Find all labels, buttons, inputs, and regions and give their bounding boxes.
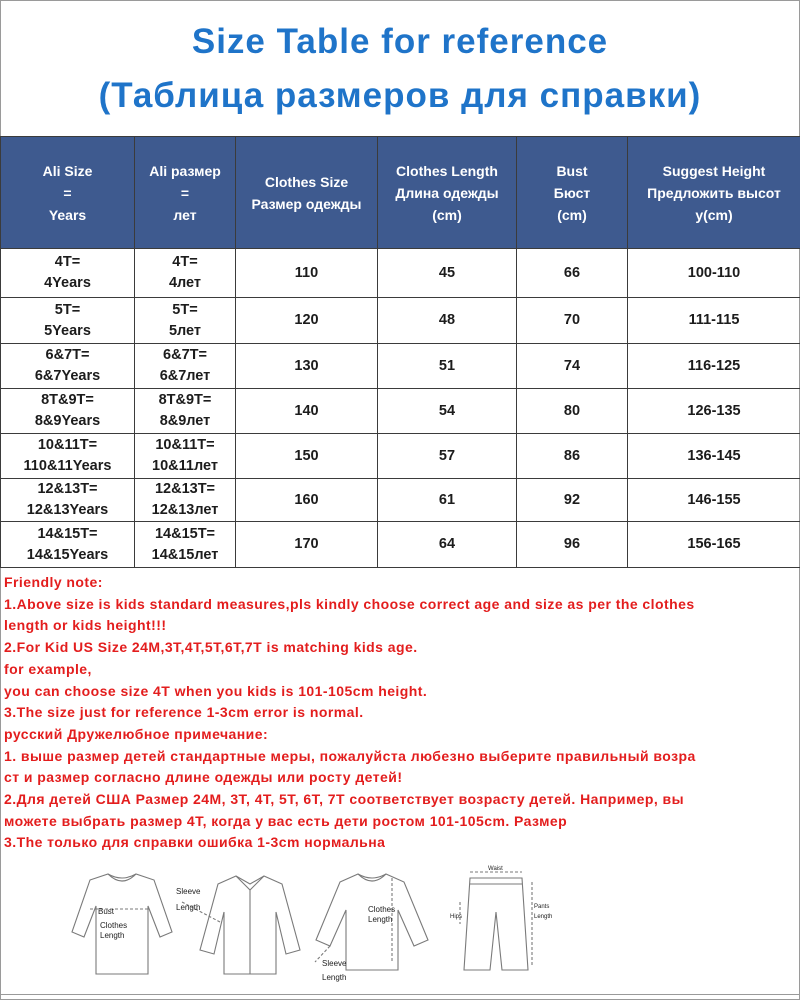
cell-ali-size: 6&7T= 6&7Years [1, 344, 135, 389]
cell-bust: 86 [517, 434, 628, 479]
cell-ali-ru: 10&11T= 10&11лет [135, 434, 236, 479]
cell-clothes-size: 150 [236, 434, 378, 479]
cell-bust: 92 [517, 479, 628, 522]
cell-height: 116-125 [628, 344, 800, 389]
cell-height: 126-135 [628, 389, 800, 434]
note-line: you can choose size 4T when you kids is 101-105cm height. [4, 682, 428, 699]
cell-ali-ru: 4T= 4лет [135, 249, 236, 298]
friendly-notes [4, 572, 799, 854]
cell-clothes-size: 120 [236, 298, 378, 344]
label-length: Length [100, 931, 125, 940]
header-clothes-length: Clothes Length Длина одежды (cm) [378, 137, 517, 249]
cell-length: 61 [378, 479, 517, 522]
cell-bust: 70 [517, 298, 628, 344]
table-row [1, 522, 800, 568]
label-length: Length [534, 914, 553, 920]
table-row [1, 344, 800, 389]
note-line: for example, [4, 660, 92, 677]
cell-height: 136-145 [628, 434, 800, 479]
label-hips: Hips [450, 914, 463, 920]
note-line: можете выбрать размер 4T, когда у вас есть дети ростом 101-105cm. Размер [4, 812, 568, 829]
cell-ali-ru: 14&15T= 14&15лет [135, 522, 236, 568]
size-table [0, 136, 800, 568]
note-line: ст и размер согласно длине одежды или росту детей! [4, 769, 403, 786]
label-pants: Pants [534, 904, 550, 910]
cell-ali-ru: 8T&9T= 8&9лет [135, 389, 236, 434]
cell-height: 111-115 [628, 298, 800, 344]
label-bust: Bust [98, 907, 115, 916]
cell-clothes-size: 130 [236, 344, 378, 389]
table-header-row [1, 137, 800, 249]
cell-length: 45 [378, 249, 517, 298]
cell-clothes-size: 160 [236, 479, 378, 522]
cell-length: 48 [378, 298, 517, 344]
cell-height: 146-155 [628, 479, 800, 522]
note-line: 2.For Kid US Size 24M,3T,4T,5T,6T,7T is matching kids age. [4, 639, 418, 656]
table-row [1, 434, 800, 479]
label-waist: Waist [488, 866, 503, 872]
cell-bust: 74 [517, 344, 628, 389]
note-line: 3.The size just for reference 1-3cm error is normal. [4, 704, 364, 721]
header-ali-ru: Ali размер = лет [135, 137, 236, 249]
cell-ali-ru: 6&7T= 6&7лет [135, 344, 236, 389]
table-row [1, 389, 800, 434]
bottom-divider [0, 994, 800, 995]
cell-length: 57 [378, 434, 517, 479]
table-row [1, 249, 800, 298]
cell-height: 100-110 [628, 249, 800, 298]
header-bust: Bust Бюст (cm) [517, 137, 628, 249]
label-clothes: Clothes [368, 905, 396, 914]
note-line: length or kids height!!! [4, 617, 167, 634]
measurement-diagram [50, 862, 575, 987]
cell-bust: 80 [517, 389, 628, 434]
cell-height: 156-165 [628, 522, 800, 568]
header-ali-size: Ali Size = Years [1, 137, 135, 249]
note-line: 2.Для детей США Размер 24M, 3T, 4T, 5T, 6T, 7T соответствует возрасту детей. Например, вы [4, 791, 685, 808]
label-sleeve: Sleeve [322, 959, 347, 968]
header-clothes-size: Clothes Size Размер одежды [236, 137, 378, 249]
cell-length: 64 [378, 522, 517, 568]
cell-bust: 66 [517, 249, 628, 298]
cell-clothes-size: 170 [236, 522, 378, 568]
cell-bust: 96 [517, 522, 628, 568]
note-line: 1.Above size is kids standard measures,pls kindly choose correct age and size as per the clothes [4, 595, 695, 612]
note-line: Friendly note: [4, 574, 103, 590]
cell-length: 54 [378, 389, 517, 434]
label-length: Length [176, 903, 201, 912]
header-suggest-height: Suggest Height Предложить высот у(cm) [628, 137, 800, 249]
label-sleeve: Sleeve [176, 887, 201, 896]
page-title-russian: (Таблица размеров для справки) [98, 76, 702, 115]
pants-diagram [460, 872, 532, 970]
cell-ali-ru: 5T= 5лет [135, 298, 236, 344]
cell-ali-ru: 12&13T= 12&13лет [135, 479, 236, 522]
table-row [1, 298, 800, 344]
cell-clothes-size: 140 [236, 389, 378, 434]
note-line: русский Дружелюбное примечание: [4, 725, 269, 742]
cell-ali-size: 12&13T= 12&13Years [1, 479, 135, 522]
cell-ali-size: 8T&9T= 8&9Years [1, 389, 135, 434]
cell-clothes-size: 110 [236, 249, 378, 298]
table-row [1, 479, 800, 522]
page-title: Size Table for reference [191, 22, 609, 61]
cell-ali-size: 5T= 5Years [1, 298, 135, 344]
label-clothes: Clothes [100, 921, 128, 930]
label-length: Length [322, 973, 347, 982]
note-line: 3.The только для справки ошибка 1-3cm нормальна [4, 834, 386, 851]
title-area [0, 0, 800, 136]
cell-ali-size: 10&11T= 110&11Years [1, 434, 135, 479]
cell-length: 51 [378, 344, 517, 389]
note-line: 1. выше размер детей стандартные меры, пожалуйста любезно выберите правильный возра [4, 747, 696, 764]
label-length: Length [368, 915, 393, 924]
cell-ali-size: 4T= 4Years [1, 249, 135, 298]
cell-ali-size: 14&15T= 14&15Years [1, 522, 135, 568]
